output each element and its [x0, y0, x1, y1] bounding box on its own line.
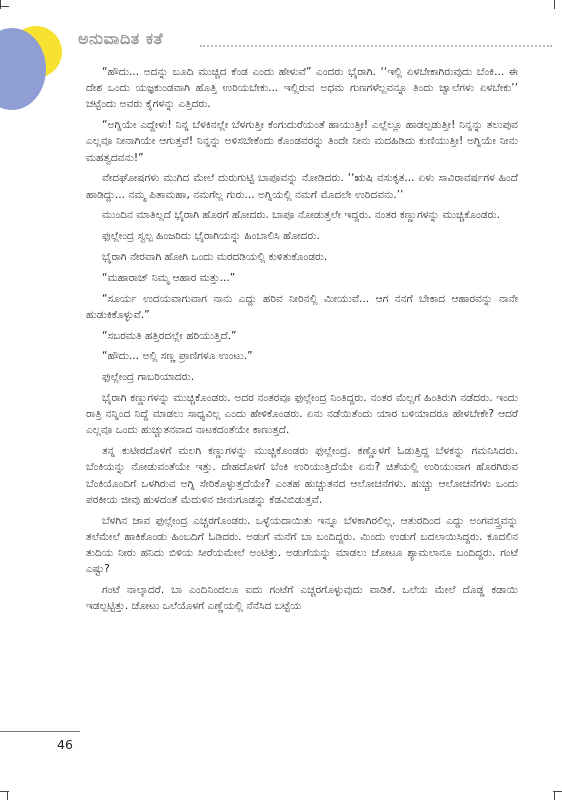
header-dotted-rule	[200, 45, 552, 47]
paragraph: “ಸೂರ್ಯ ಉದಯವಾಗುವಾಗ ನಾನು ಎದ್ದು ಹರಿವ ನೀರಿನಲ್ಲಿ ಮೀಯುವೆ... ಆಗ ನನಗೆ ಬೇಕಾದ ಆಹಾರವನ್ನು ನಾನೇ ಹುಡುಕಿಕೊಳ್ಳುವೆ.”	[86, 292, 518, 321]
paragraph: ತನ್ನ ಕುಟೀರದೊಳಗೆ ಮಲಗಿ ಕಣ್ಣುಗಳನ್ನು ಮುಚ್ಚಿಕೊಂಡರು ಫುಲ್ಲೇಂದ್ರ. ಕಣ್ಣೊಳಗೆ ಓಡುತ್ತಿದ್ದ ಬೆಳಕನ್ನು ಗಮನಿಸಿದರು. ಬೆಂಕಿಯನ್ನು ನೋಡುವಂತೆಯೇ ಇತ್ತು. ದೇಹದೊಳಗೆ ಬೆಂಕಿ ಉರಿಯುತ್ತಿದೆಯೇ ಏನು? ಚಿತೆಯಲ್ಲಿ ಉರಿಯುವಾಗ ಹೊರಗಿರುವ ಬೆಂಕಿಯೊಂದಿಗೆ ಒಳಗಿರುವ ಅಗ್ನಿ ಸೇರಿಕೊಳ್ಳುತ್ತದೆಯೇ? ಎಂತಹ ಹುಚ್ಚುತನದ ಆಲೋಚನೆಗಳು. ಹುಚ್ಚು ಆಲೋಚನೆಗಳು ಒಂದು ಪರಕೀಯ ಜೀವು ಹುಳದಂತೆ ಮೆದುಳಿನ ಜೀನುಗೂಡನ್ನು ಕೆಡವಿಬಿಡುತ್ತವೆ.	[86, 445, 518, 506]
paragraph: “ಅಗ್ನಿಯೇ ಎದ್ದೇಳು! ನಿನ್ನ ಬೆಳಕಿನಲ್ಲೇ ಬೆಳಗುತ್ತೀ ಕೆಂಗುದುರೆಯಂತೆ ಹಾಯುತ್ತೀ! ಎಲ್ಲೆಲ್ಲೂ ಹಾಡಲ್ಪಡುತ್ತೀ! ನಿನ್ನನ್ನು ತಲುಪುವ ಎಲ್ಲವೂ ನೀನಾಗಿಯೇ ಆಗುತ್ತವೆ! ನಿನ್ನನ್ನು ಅಳಿಸಬೇಕೆಂದು ಕೊಂಡವರನ್ನು ತಿಂದೇ ನೀನು ಮದಹಿಡಿದು ಕುಣಿಯುತ್ತೀ! ಅಗ್ನಿಯೇ ನೀನು ಮಹತ್ವದವನು!”	[86, 119, 518, 164]
paragraph: ಬೆಳಗಿನ ಜಾವ ಫುಲ್ಲೇಂದ್ರ ಎಚ್ಚರಗೊಂಡರು. ಒಳ್ಳೆಯದಾಯಿತು ಇನ್ನೂ ಬೆಳಕಾಗಿರಲಿಲ್ಲ. ಆತುರದಿಂದ ಎದ್ದು ಅಂಗವಸ್ತ್ರವನ್ನು ತಲೆಮೇಲೆ ಹಾಕಿಕೊಂಡು ಹಿಂಬದಿಗೆ ಓಡಿದರು. ಅಡುಗೆ ಮನೆಗೆ ಬಾ ಬಂದಿದ್ದರು. ಮಿಂದು ಉಡುಗೆ ಬದಲಾಯಿಸಿದ್ದರು. ಕೂದಲಿನ ತುದಿಯ ನೀರು ಹನಿದು ಬಿಳಿಯ ಸೀರೆಯಮೇಲೆ ಅಂಟಿತ್ತು. ಅಡುಗೆಯನ್ನು ಮಾಡಲು ಚೋಟೂ ಶ್ಯಾಮಲಾನೂ ಬಂದಿದ್ದರು. ಗಂಟೆ ಎಷ್ಟು?	[86, 514, 518, 576]
paragraph: ವೇದಘೋಷಗಳು ಮುಗಿದ ಮೇಲೆ ದುರುಗುಟ್ಟಿ ಬಾಪೂವನ್ನು ನೋಡಿದರು. ‘‘ಋಷಿ ವಸುಕೃತ... ಏಳು ಸಾವಿರಾವರ್ಷಗಳ ಹಿಂದೆ ಹಾಡಿದ್ದು... ನಮ್ಮ ಪಿತಾಮಹಾ, ನಮಗೆಲ್ಲ ಗುರು... ಅಗ್ನಿಯಲ್ಲಿ ನಮಗೆ ಮೊದಲೇ ಉರಿದವನು.’’	[86, 172, 518, 201]
paragraph: ಫುಲ್ಲೇಂದ್ರ ಗಾಬರಿಯಾದರು.	[102, 371, 195, 384]
crop-mark-bottom-left	[7, 791, 8, 800]
article-body	[86, 64, 518, 619]
paragraph: “ಹೌದು... ಅಲ್ಲಿ ಸಣ್ಣ ಪ್ರಾಣಿಗಳೂ ಉಂಟು.”	[102, 350, 253, 363]
crop-mark-bottom-right	[554, 791, 555, 800]
paragraph: “ಹೌದು... ಅದನ್ನು ಬೂದಿ ಮುಚ್ಚಿದ ಕೆಂಡ ಎಂದು ಹೇಳುವೆ” ಎಂದರು ಭೈರಾಗಿ. ‘‘ಇಲ್ಲಿ ಏಳಬೇಕಾಗಿರುವುದು ಬೆಂಕಿ... ಈ ದೇಶ ಒಂದು ಯಜ್ಞಕುಂಡವಾಗಿ ಹೊತ್ತಿ ಉರಿಯಬೇಕು... ಇಲ್ಲಿರುವ ಅಧಮ ಗುಣಗಳೆಲ್ಲವನ್ನೂ ತಿಂದು ಜ್ವಾಲೆಗಳು ಏಳಬೇಕು’’ ಚಟ್ಟೆಂದು ಅವರು ಕೈಗಳನ್ನು ಎತ್ತಿದರು.	[86, 66, 518, 111]
crop-mark-top-right	[554, 0, 555, 9]
section-title: ಅನುವಾದಿತ ಕತೆ	[78, 29, 164, 48]
paragraph: ಗಂಟೆ ನಾಲ್ಕಾದರೆ. ಬಾ ಎಂದಿನಿಂದಲೂ ಐದು ಗಂಟೆಗೆ ಎಚ್ಚರಗೊಳ್ಳುವುದು ವಾಡಿಕೆ. ಒಲೆಯ ಮೇಲೆ ದೊಡ್ಡ ಕಡಾಯಿ ಇಡಲ್ಪಟ್ಟಿತ್ತು. ಚೋಟು ಒಲೆಯೊಳಗೆ ಎಣ್ಣೆಯಲ್ಲಿ ನೆನೆಸಿದ ಬಟ್ಟೆಯ	[86, 584, 518, 613]
crop-mark-top-left	[0, 0, 1, 9]
page-number: 46	[57, 737, 73, 752]
paragraph: ಫುಲ್ಲೇಂದ್ರ ಸ್ವಲ್ಪ ಹಿಂಜರಿದು ಭೈರಾಗಿಯನ್ನು ಹಿಂಬಾಲಿಸಿ ಹೋದರು.	[102, 230, 320, 243]
paragraph: ಭೈರಾಗಿ ಕಣ್ಣುಗಳನ್ನು ಮುಚ್ಚಿಕೊಂಡರು. ಅದರ ನಂತರವೂ ಫುಲ್ಲೇಂದ್ರ ನಿಂತಿದ್ದರು. ನಂತರ ಮೆಲ್ಲಗೆ ಹಿಂತಿರುಗಿ ನಡೆದರು. ಇಂದು ರಾತ್ರಿ ನನ್ನಿಂದ ನಿದ್ದೆ ಮಾಡಲು ಸಾಧ್ಯವಿಲ್ಲ ಎಂದು ಹೇಳಿಕೊಂಡರು. ಏನು ನಡೆಯಿತೆಂದು ಯಾರ ಬಳಿಯಾದರೂ ಹೇಳಬೇಕೇ? ಆದರೆ ಎಲ್ಲವೂ ಒಂದು ಹುಚ್ಚುತನವಾದ ನಾಟಕದಂತೆಯೇ ಕಾಣುತ್ತದೆ.	[86, 391, 518, 437]
paragraph: ಮುಂದಿನ ಮಾತಿಲ್ಲದೆ ಭೈರಾಗಿ ಹೊರಗೆ ಹೋದರು. ಬಾಪೂ ನೋಡುತ್ತಲೇ ಇದ್ದರು. ನಂತರ ಕಣ್ಣುಗಳನ್ನು ಮುಚ್ಚಿಕೊಂಡರು.	[102, 209, 500, 222]
paragraph: “ಸಬರಮತಿ ಹತ್ತಿರದಲ್ಲೇ ಹರಿಯುತ್ತಿದೆ.”	[102, 329, 237, 342]
paragraph: “ಮಹಾರಾಜ್ ನಿಮ್ಮ ಆಹಾರ ಮತ್ತು...”	[102, 271, 236, 284]
crop-mark-bottom-right-h	[553, 791, 562, 792]
footer-rule	[0, 731, 80, 732]
crop-mark-top-left-h	[0, 6, 9, 7]
crop-mark-bottom-left-h	[0, 791, 9, 792]
paragraph: ಭೈರಾಗಿ ನೇರವಾಗಿ ಹೋಗಿ ಒಂದು ಮರದಡಿಯಲ್ಲಿ ಕುಳಿತುಕೊಂಡರು.	[102, 251, 328, 263]
